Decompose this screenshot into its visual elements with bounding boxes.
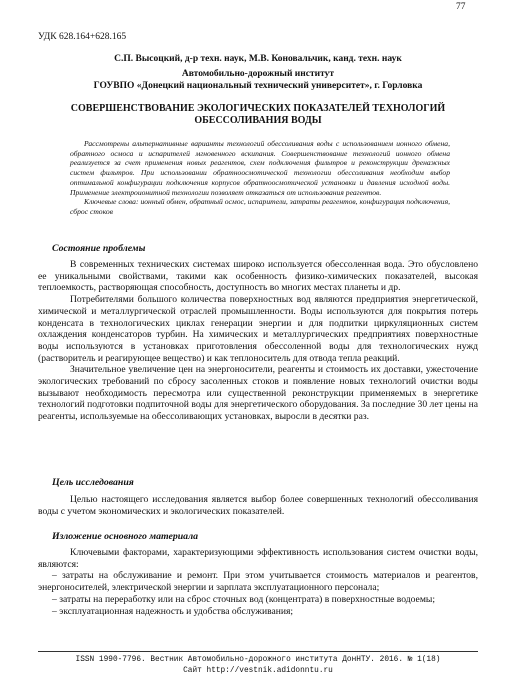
section-heading-problem: Состояние проблемы bbox=[52, 243, 146, 254]
problem-section bbox=[38, 259, 478, 423]
section-heading-goal: Цель исследования bbox=[52, 477, 134, 488]
paragraph: В современных технических системах широко используется обессоленная вода. Это обусловлено ее уникальными свойствами, такими как особенность физико-химических показателей, высокая теплоемкость, растворяющая способность, доступность во многих местах планеты и др. bbox=[38, 259, 478, 294]
list-item: – эксплуатационная надежность и удобства обслуживания; bbox=[52, 605, 294, 617]
keywords-line bbox=[70, 197, 450, 216]
udk-code: УДК 628.164+628.165 bbox=[38, 32, 127, 42]
footer-divider bbox=[38, 651, 478, 652]
keywords-text: ионный обмен, обратный осмос, испарители, затраты реагентов, конфигурация подключения, сброс стоков bbox=[70, 197, 451, 216]
abstract-text: Рассмотрены альтернативные варианты технологий обессоливания воды с использованием ионного обмена, обратного осмоса и испарителей мгновенного вскипания. Совершенствование технологий ионного обмена реализуется за счет применения новых реагентов, схем подключения фильтров и реконструкции дренажных систем фильтров. При использовании обратноосмотической технологии обессоливания необходим выбор оптимальной конфигурации подключения корпусов обратноосмотической установки и давления исходной воды. Применение электроионитной технологии позволяет отказаться от использования реагентов. bbox=[70, 139, 450, 197]
article-title: СОВЕРШЕНСТВОВАНИЕ ЭКОЛОГИЧЕСКИХ ПОКАЗАТЕЛЕЙ ТЕХНОЛОГИЙ ОБЕССОЛИВАНИЯ ВОДЫ bbox=[70, 103, 446, 126]
paragraph: Ключевыми факторами, характеризующими эффективность использования систем очистки воды, являются: bbox=[38, 547, 478, 570]
abstract bbox=[70, 139, 450, 217]
main-section bbox=[38, 547, 478, 617]
paragraph: Целью настоящего исследования является выбор более совершенных технологий обессоливания воды с учетом экономических и экологических показателей. bbox=[38, 494, 478, 517]
goal-section bbox=[38, 494, 478, 517]
paragraph: Потребителями большого количества поверхностных вод являются предприятия энергетической, химической и металлургической отраслей промышленности. Воды используются для покрытия потерь конденсата в технологических циклах генерации энергии и для подпитки циркуляционных систем охлаждения конденсаторов турбин. На химических и металлургических предприятиях поверхностные воды используются в установках приготовления обессоленной воды для технологических нужд (растворитель и реагирующее вещество) и как теплоноситель для отвода тепла реакций. bbox=[38, 294, 478, 364]
keywords-label: Ключевые слова: bbox=[84, 197, 139, 207]
list-item: – затраты на переработку или на сброс сточных вод (концентрата) в поверхностные водоемы; bbox=[52, 593, 435, 605]
footer-site: Сайт http://vestnik.adidonntu.ru bbox=[183, 667, 333, 675]
footer-issn: ISSN 1990-7796. Вестник Автомобильно-дорожного института ДонНТУ. 2016. № 1(18) bbox=[75, 656, 441, 664]
page-number: 77 bbox=[456, 2, 466, 12]
section-heading-main: Изложение основного материала bbox=[52, 531, 198, 542]
list-item: – затраты на обслуживание и ремонт. При этом учитывается стоимость материалов и реагентов, энергоносителей, электрической энергии и зарплата эксплуатационного персонала; bbox=[38, 570, 478, 594]
authors-line: С.П. Высоцкий, д-р техн. наук, М.В. Коновальчик, канд. техн. наук bbox=[114, 54, 402, 64]
institute-line-1: Автомобильно-дорожный институт bbox=[181, 69, 335, 79]
institute-line-2: ГОУВПО «Донецкий национальный технический университет», г. Горловка bbox=[93, 81, 423, 91]
paragraph: Значительное увеличение цен на энергоносители, реагенты и стоимость их доставки, ужесточение экологических требований по сбросу засоленных стоков и появление новых технологий очистки воды вызывают необходимость пересмотра или существенной реконструкции применяемых в энергетике технологий подготовки подпиточной воды для энергетического оборудования. За последние 30 лет цены на реагенты, используемые на обессоливающих установках, выросли в десятки раз. bbox=[38, 364, 478, 423]
